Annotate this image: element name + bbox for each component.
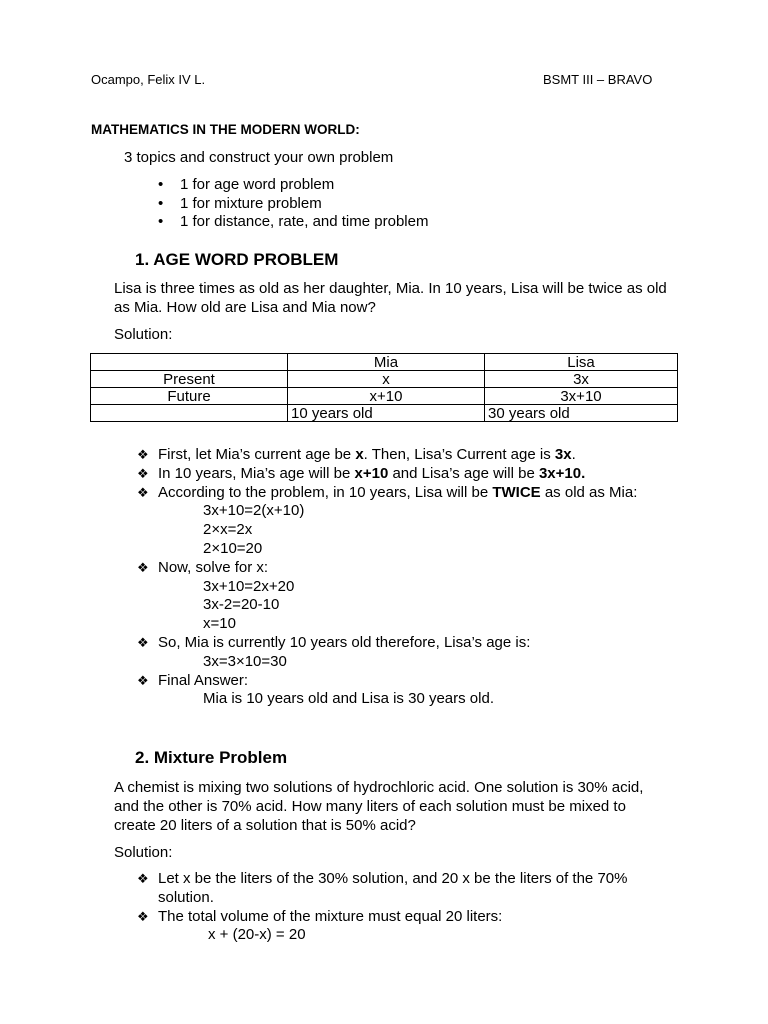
class-section: BSMT III – BRAVO bbox=[543, 72, 653, 87]
diamond-bullet-icon: ❖ bbox=[137, 559, 149, 575]
age-heading: 1. AGE WORD PROBLEM bbox=[135, 250, 339, 269]
table-row: 10 years old 30 years old bbox=[91, 405, 678, 422]
diamond-bullet-icon: ❖ bbox=[137, 908, 149, 924]
age-problem-text: Lisa is three times as old as her daughter, Mia. In 10 years, Lisa will be twice as old as Mia. How old are Lisa and Mia now? bbox=[114, 280, 667, 316]
table-row: Mia Lisa bbox=[91, 354, 678, 371]
diamond-bullet-icon: ❖ bbox=[137, 672, 149, 688]
author-name: Ocampo, Felix IV L. bbox=[91, 72, 206, 87]
equation: 2×10=20 bbox=[203, 539, 263, 557]
list-item: ❖ First, let Mia’s current age be x. Then, Lisa’s Current age is 3x. bbox=[137, 446, 576, 463]
document-title: MATHEMATICS IN THE MODERN WORLD: bbox=[91, 122, 360, 137]
age-table bbox=[90, 353, 678, 422]
mixture-problem-text: A chemist is mixing two solutions of hydrochloric acid. One solution is 30% acid, and the other is 70% acid. How many liters of each solution must be mixed to create 20 liters of a solution that is 50% acid? bbox=[114, 779, 644, 834]
list-item: • 1 for age word problem bbox=[158, 176, 335, 193]
list-item: ❖ The total volume of the mixture must equal 20 liters: bbox=[137, 907, 503, 925]
final-answer: Mia is 10 years old and Lisa is 30 years old. bbox=[203, 690, 494, 708]
equation: 3x+10=2(x+10) bbox=[203, 502, 305, 520]
equation: 3x+10=2x+20 bbox=[203, 577, 295, 595]
mixture-heading: 2. Mixture Problem bbox=[135, 748, 288, 767]
diamond-bullet-icon: ❖ bbox=[137, 447, 149, 462]
list-item: ❖ According to the problem, in 10 years, Lisa will be TWICE as old as Mia: bbox=[137, 483, 638, 501]
bullet-icon: • bbox=[158, 176, 164, 193]
mixture-solution-steps bbox=[137, 870, 677, 945]
diamond-bullet-icon: ❖ bbox=[137, 871, 149, 886]
list-item: ❖ So, Mia is currently 10 years old therefore, Lisa’s age is: bbox=[137, 633, 531, 651]
age-solution-label: Solution: bbox=[114, 326, 173, 343]
list-item: • 1 for mixture problem bbox=[158, 194, 322, 212]
diamond-bullet-icon: ❖ bbox=[137, 465, 149, 481]
equation: x=10 bbox=[203, 615, 236, 633]
table-row: Future x+10 3x+10 bbox=[91, 388, 678, 405]
diamond-bullet-icon: ❖ bbox=[137, 634, 149, 650]
instruction: 3 topics and construct your own problem bbox=[124, 149, 394, 166]
equation: x + (20-x) = 20 bbox=[208, 926, 306, 944]
bullet-icon: • bbox=[158, 194, 164, 212]
mixture-solution-label: Solution: bbox=[114, 844, 173, 861]
list-item: • 1 for distance, rate, and time problem bbox=[158, 213, 429, 230]
topic-list bbox=[158, 175, 428, 231]
equation: 3x=3×10=30 bbox=[203, 652, 287, 670]
age-solution-steps bbox=[137, 446, 677, 709]
bullet-icon: • bbox=[158, 213, 164, 230]
equation: 3x-2=20-10 bbox=[203, 596, 280, 614]
equation: 2×x=2x bbox=[203, 521, 253, 539]
list-item: ❖ Final Answer: bbox=[137, 671, 249, 689]
diamond-bullet-icon: ❖ bbox=[137, 484, 149, 500]
list-item: ❖ In 10 years, Mia’s age will be x+10 and Lisa’s age will be 3x+10. bbox=[137, 464, 586, 482]
list-item: ❖ Now, solve for x: bbox=[137, 558, 269, 576]
list-item: ❖ Let x be the liters of the 30% solution, and 20 x be the liters of the 70% solution. bbox=[137, 870, 628, 906]
table-row: Present x 3x bbox=[91, 371, 678, 388]
